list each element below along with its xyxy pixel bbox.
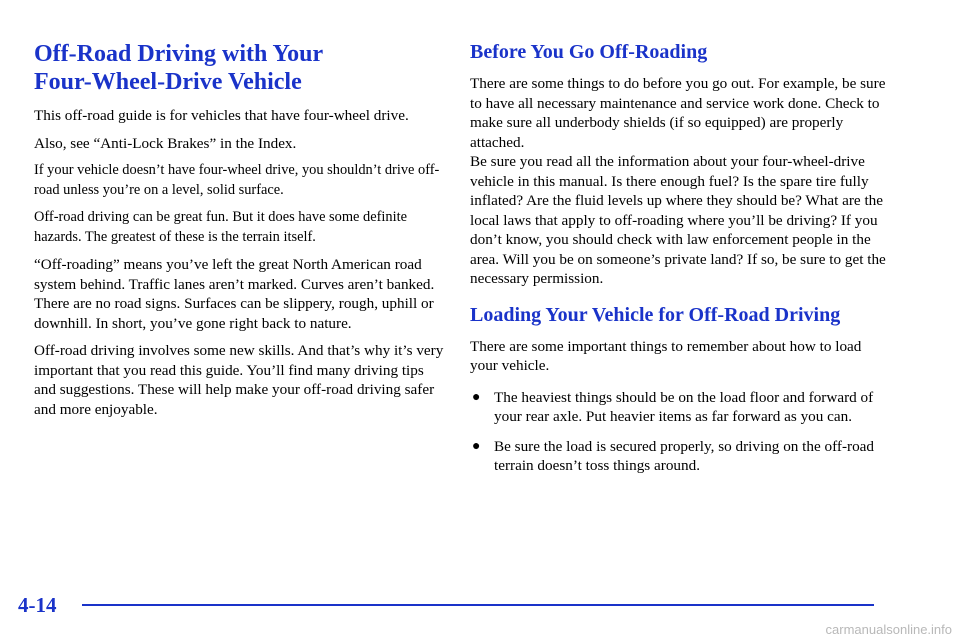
intro-paragraph: This off-road guide is for vehicles that have four-wheel drive. <box>34 107 409 124</box>
off-roading-meaning-paragraph: “Off-roading” means you’ve left the great North American road system behind. Traffic lanes aren’t marked. Curves aren’t banked. There are no road signs. Surfaces can be slippery, rough, uphill or downhill. In short, you’ve gone right back to nature. <box>34 256 435 332</box>
footer-divider <box>82 604 874 606</box>
page-title <box>34 40 444 96</box>
hazards-paragraph: Off-road driving can be great fun. But it does have some definite hazards. The greatest of these is the terrain itself. <box>34 209 407 245</box>
loading-bullet-list <box>470 388 890 476</box>
left-column <box>34 40 444 427</box>
bullet-icon: ● <box>472 438 481 454</box>
see-also-paragraph: Also, see “Anti-Lock Brakes” in the Index. <box>34 134 297 152</box>
section-heading-loading: Loading Your Vehicle for Off-Road Driving <box>470 303 841 326</box>
list-item <box>470 437 890 476</box>
section-heading-before-off-roading: Before You Go Off-Roading <box>470 41 708 63</box>
bullet-icon: ● <box>472 389 481 405</box>
right-column <box>470 40 890 486</box>
list-item-text: The heaviest things should be on the load floor and forward of your rear axle. Put heavier items as far forward as you can. <box>494 388 874 425</box>
watermark: carmanualsonline.info <box>825 622 952 637</box>
loading-intro-paragraph: There are some important things to remember about how to load your vehicle. <box>470 337 862 374</box>
list-item <box>470 388 890 427</box>
page-number: 4-14 <box>18 593 57 617</box>
title-line-2: Four-Wheel-Drive Vehicle <box>34 69 302 95</box>
preparation-paragraph: There are some things to do before you go out. For example, be sure to have all necessary maintenance and service work done. Check to make sure all underbody shields (if so equipped) are properly attached. <box>470 75 886 151</box>
list-item-text: Be sure the load is secured properly, so driving on the off-road terrain doesn’t toss things around. <box>494 437 875 474</box>
new-skills-paragraph: Off-road driving involves some new skills. And that’s why it’s very important that you read this guide. You’ll find many driving tips and suggestions. These will help make your off-road driving safer and more enjoyable. <box>34 342 444 418</box>
title-line-1: Off-Road Driving with Your <box>34 41 324 67</box>
four-wheel-warning-paragraph: If your vehicle doesn’t have four-wheel drive, you shouldn’t drive off-road unless you’re on a level, solid surface. <box>34 162 440 198</box>
information-paragraph: Be sure you read all the information about your four-wheel-drive vehicle in this manual. Is there enough fuel? Is the spare tire fully inflated? Are the fluid levels up where they should be? What are the local laws that apply to off-roading where you’ll be driving? If you don’t know, you should check with law enforcement people in the area. Will you be on someone’s private land? If so, be sure to get the necessary permission. <box>470 153 886 287</box>
